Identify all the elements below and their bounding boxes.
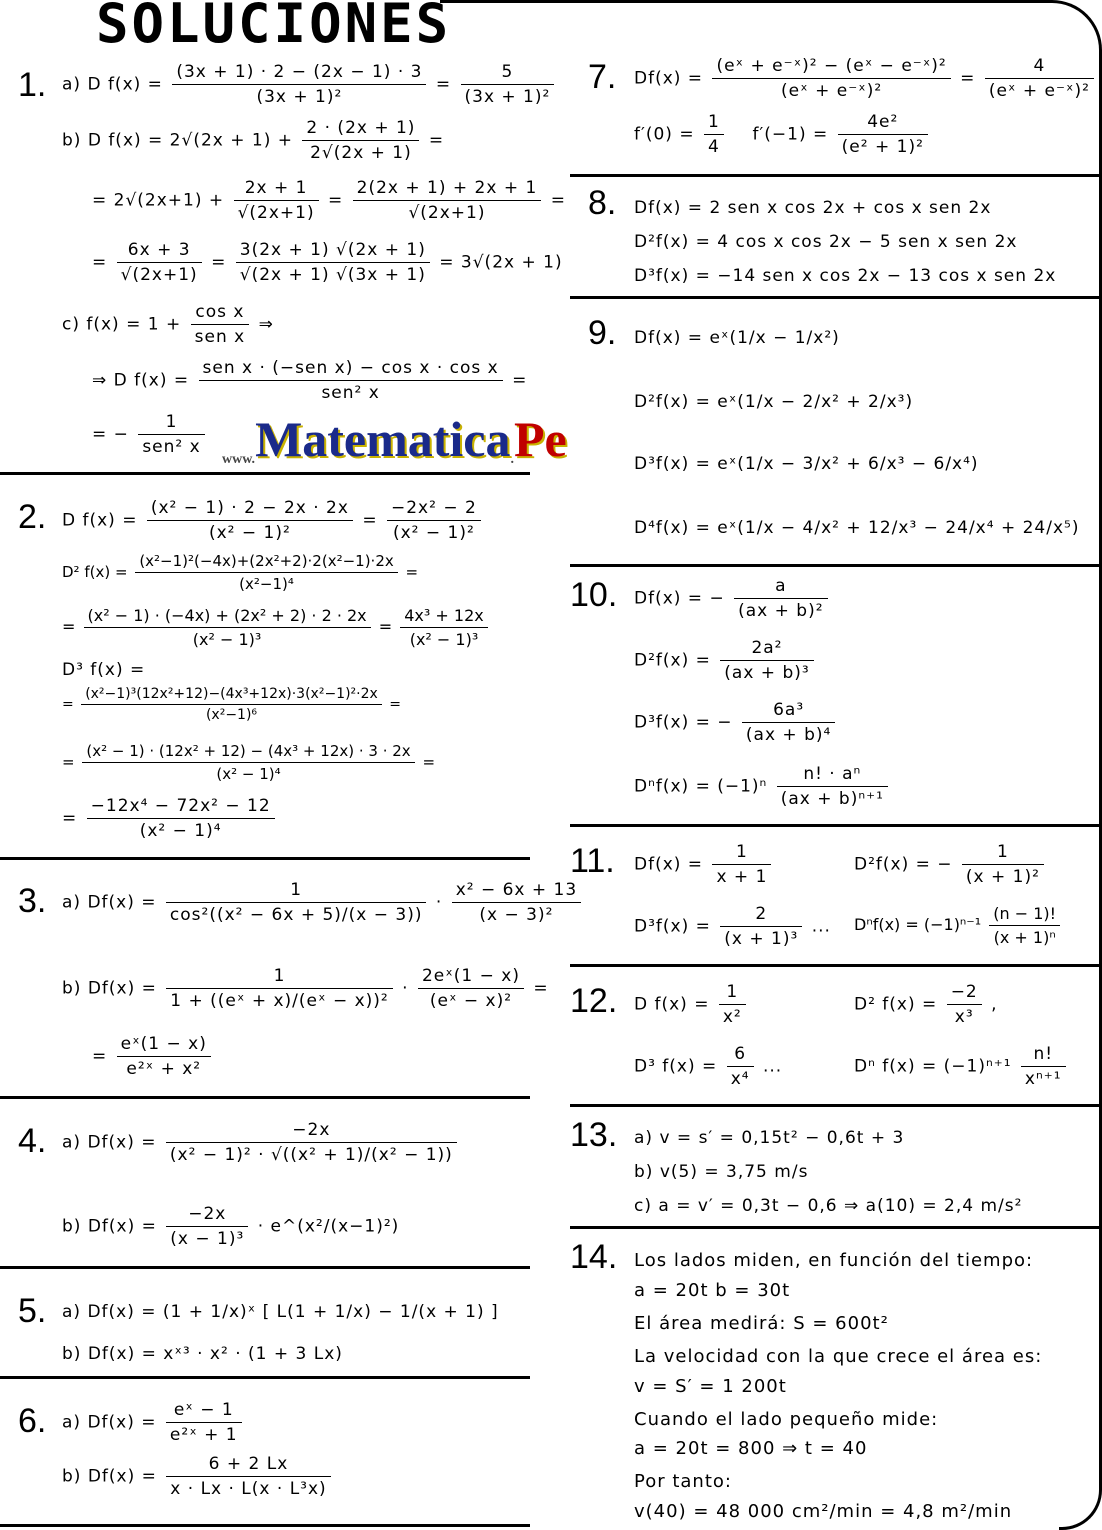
p9-l3: D³f(x) = eˣ(1/x − 3/x² + 6/x³ − 6/x⁴) <box>634 454 979 474</box>
separator <box>570 564 1102 567</box>
p14-l3: El área medirá: S = 600t² <box>634 1313 889 1334</box>
border-corner-top <box>1039 0 1102 63</box>
p12-l2b: Dⁿ f(x) = (−1)ⁿ⁺¹ $\frac{n!}{\text{xⁿ⁺¹}}$ <box>854 1044 1069 1089</box>
p1-c3: = − $\frac{1}{\text{sen² x}}$ <box>92 412 208 457</box>
p2-l7: = $\frac{\text{−12x⁴ − 72x² − 12}}{\text{(x² − 1)⁴}}$ <box>62 796 278 841</box>
p12-l1: D f(x) = $\frac{1}{\text{x²}}$ <box>634 982 749 1027</box>
problem-number-6: 6. <box>18 1402 47 1440</box>
p7-l2: f′(0) = $\frac{1}{4}$ f′(−1) = $\frac{\text{4e²}}{\text{(e² + 1)²}}$ <box>634 112 931 157</box>
p1-a: a) D f(x) = $\frac{(3x + 1) \cdot 2 - (2x - 1) \cdot 3}{\text{(3x + 1)²}}$ = $\frac{5}{\text{(3x + 1)²}}$ <box>62 62 557 107</box>
separator <box>570 1104 1102 1107</box>
p2-l6: = $\frac{\text{(x² − 1) · (12x² + 12) − (4x³ + 12x) · 3 · 2x}}{\text{(x² − 1)⁴}}$ = <box>62 742 436 783</box>
separator <box>570 296 1102 299</box>
p2-l5: = $\frac{\text{(x²−1)³(12x²+12)−(4x³+12x)·3(x²−1)²·2x}}{\text{(x²−1)⁶}}$ = <box>62 686 401 723</box>
p11-l1b: D²f(x) = − $\frac{1}{\text{(x + 1)²}}$ <box>854 842 1047 887</box>
p6-a: a) Df(x) = $\frac{\text{eˣ − 1}}{\text{e²ˣ + 1}}$ <box>62 1400 245 1445</box>
p10-l1: Df(x) = − $\frac{a}{\text{(ax + b)²}}$ <box>634 576 831 621</box>
p9-l2: D²f(x) = eˣ(1/x − 2/x² + 2/x³) <box>634 392 914 412</box>
p2-l4: D³ f(x) = <box>62 660 146 680</box>
p14-l7: a = 20t = 800 ⇒ t = 40 <box>634 1438 868 1459</box>
p3-b2: = $\frac{\text{eˣ(1 − x)}}{\text{e²ˣ + x²}}$ <box>92 1034 214 1079</box>
p4-b: b) Df(x) = $\frac{-2x}{\text{(x − 1)³}}$ · e^(x²/(x−1)²) <box>62 1204 400 1249</box>
problem-number-5: 5. <box>18 1292 47 1330</box>
border-top <box>440 0 1044 3</box>
problem-number-3: 3. <box>18 882 47 920</box>
problem-number-14: 14. <box>570 1238 618 1276</box>
p1-c2: ⇒ D f(x) = $\frac{\text{sen x · (−sen x) − cos x · cos x}}{\text{sen² x}}$ = <box>92 358 528 403</box>
p11-l2b: Dⁿf(x) = (−1)ⁿ⁻¹ $\frac{(n - 1)!}{\text{(x + 1)ⁿ}}$ <box>854 904 1063 947</box>
p11-l1: Df(x) = $\frac{1}{x + 1}$ <box>634 842 774 887</box>
separator <box>570 1226 1102 1229</box>
p14-l9: v(40) = 48 000 cm²/min = 4,8 m²/min <box>634 1501 1013 1522</box>
separator <box>570 964 1102 967</box>
p2-l3: = $\frac{\text{(x² − 1) · (−4x) + (2x² + 2) · 2 · 2x}}{\text{(x² − 1)³}}$ = $\frac{\text{4x³ + 12x}}{\text{(x² − 1)³}}$ <box>62 606 491 649</box>
p9-l4: D⁴f(x) = eˣ(1/x − 4/x² + 12/x³ − 24/x⁴ + 24/x⁵) <box>634 518 1080 538</box>
p14-l1: Los lados miden, en función del tiempo: <box>634 1250 1034 1271</box>
p1-c: c) f(x) = 1 + $\frac{\text{cos x}}{\text{sen x}}$ ⇒ <box>62 302 274 347</box>
separator <box>570 824 1102 827</box>
problem-number-9: 9. <box>588 314 617 352</box>
p10-l3: D³f(x) = − $\frac{\text{6a³}}{\text{(ax + b)⁴}}$ <box>634 700 838 745</box>
separator <box>0 1376 530 1379</box>
p14-l5: v = S′ = 1 200t <box>634 1376 787 1397</box>
problem-number-13: 13. <box>570 1116 618 1154</box>
p14-l8: Por tanto: <box>634 1471 732 1492</box>
p6-b: b) Df(x) = $\frac{6 + 2 Lx}{\text{x · Lx · L(x · L³x)}}$ <box>62 1454 334 1499</box>
p11-l2: D³f(x) = $\frac{2}{\text{(x + 1)³}}$ ... <box>634 904 831 949</box>
p14-l2: a = 20t b = 30t <box>634 1280 791 1301</box>
separator <box>0 1096 530 1099</box>
p12-l1b: D² f(x) = $\frac{-2}{\text{x³}}$ , <box>854 982 998 1027</box>
p2-l2: D² f(x) = $\frac{\text{(x²−1)²(−4x)+(2x²+2)·2(x²−1)·2x}}{\text{(x²−1)⁴}}$ = <box>62 552 419 593</box>
p7-l1: Df(x) = $\frac{\text{(eˣ + e⁻ˣ)² − (eˣ − e⁻ˣ)²}}{\text{(eˣ + e⁻ˣ)²}}$ = $\frac{4}{\text{(eˣ + e⁻ˣ)²}}$ <box>634 56 1097 101</box>
separator <box>570 174 1102 177</box>
problem-number-12: 12. <box>570 982 618 1020</box>
p5-b: b) Df(x) = xˣ³ · x² · (1 + 3 Lx) <box>62 1344 343 1364</box>
p10-l4: Dⁿf(x) = (−1)ⁿ $\frac{\text{n! · aⁿ}}{\text{(ax + b)ⁿ⁺¹}}$ <box>634 764 891 809</box>
problem-number-8: 8. <box>588 184 617 222</box>
p14-l4: La velocidad con la que crece el área es: <box>634 1346 1043 1367</box>
p1-b3: = $\frac{6x + 3}{√(2x+1)}$ = $\frac{3(2x + 1) √(2x + 1)}{√(2x + 1) √(3x + 1)}$ = 3√(2x + 1) <box>92 240 563 285</box>
p8-l3: D³f(x) = −14 sen x cos 2x − 13 cos x sen 2x <box>634 266 1057 286</box>
p12-l2: D³ f(x) = $\frac{6}{\text{x⁴}}$ ... <box>634 1044 783 1089</box>
p8-l1: Df(x) = 2 sen x cos 2x + cos x sen 2x <box>634 198 992 218</box>
page-title: SOLUCIONES <box>96 0 452 55</box>
p13-a: a) v = s′ = 0,15t² − 0,6t + 3 <box>634 1128 905 1148</box>
problem-number-7: 7. <box>588 58 617 96</box>
separator <box>0 1524 530 1527</box>
watermark-logo: www.Matematica.Pe <box>222 411 567 467</box>
p8-l2: D²f(x) = 4 cos x cos 2x − 5 sen x sen 2x <box>634 232 1018 252</box>
separator <box>0 1266 530 1269</box>
problem-number-1: 1. <box>18 66 47 104</box>
p5-a: a) Df(x) = (1 + 1/x)ˣ [ L(1 + 1/x) − 1/(x + 1) ] <box>62 1302 499 1322</box>
problem-number-2: 2. <box>18 498 47 536</box>
problem-number-4: 4. <box>18 1122 47 1160</box>
p13-b: b) v(5) = 3,75 m/s <box>634 1162 809 1182</box>
p3-b: b) Df(x) = $\frac{1}{\text{1 + ((eˣ + x)/(eˣ − x))²}}$ · $\frac{\text{2eˣ(1 − x)}}{\text{(eˣ − x)²}}$ = <box>62 966 549 1011</box>
problem-number-10: 10. <box>570 576 618 614</box>
p3-a: a) Df(x) = $\frac{1}{\text{cos²((x² − 6x + 5)/(x − 3))}}$ · $\frac{\text{x² − 6x + 13}}{\text{(x − 3)²}}$ <box>62 880 584 925</box>
p14-l6: Cuando el lado pequeño mide: <box>634 1409 939 1430</box>
problem-number-11: 11. <box>570 842 615 880</box>
p1-b2: = 2√(2x+1) + $\frac{2x + 1}{√(2x+1)}$ = $\frac{2(2x + 1) + 2x + 1}{√(2x+1)}$ = <box>92 178 566 223</box>
p9-l1: Df(x) = eˣ(1/x − 1/x²) <box>634 328 840 348</box>
p13-c: c) a = v′ = 0,3t − 0,6 ⇒ a(10) = 2,4 m/s² <box>634 1196 1023 1216</box>
border-corner-bottom <box>1059 1467 1102 1530</box>
p1-b: b) D f(x) = 2√(2x + 1) + $\frac{2 \cdot (2x + 1)}{2√(2x + 1)}$ = <box>62 118 445 163</box>
separator <box>0 472 530 475</box>
p10-l2: D²f(x) = $\frac{\text{2a²}}{\text{(ax + b)³}}$ <box>634 638 817 683</box>
separator <box>0 857 530 860</box>
p4-a: a) Df(x) = $\frac{-2x}{\text{(x² − 1)² · √((x² + 1)/(x² − 1))}}$ <box>62 1120 460 1165</box>
p2-l1: D f(x) = $\frac{\text{(x² − 1) · 2 − 2x · 2x}}{\text{(x² − 1)²}}$ = $\frac{\text{−2x² − 2}}{\text{(x² − 1)²}}$ <box>62 498 484 543</box>
